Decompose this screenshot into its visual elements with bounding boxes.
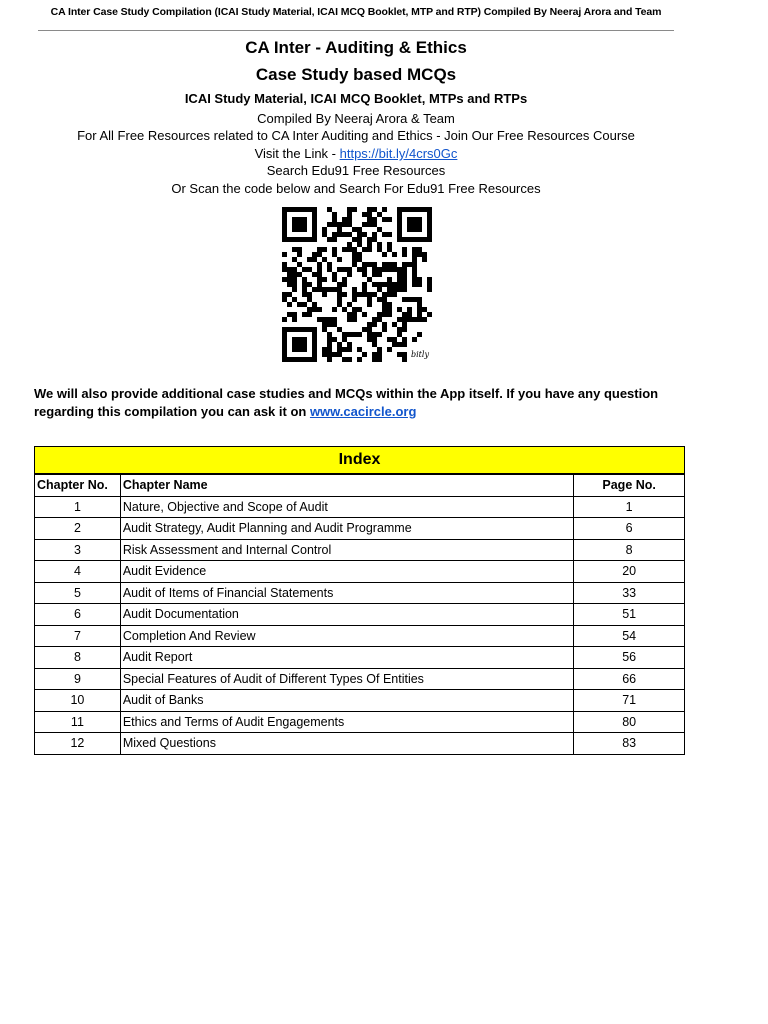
table-row [35, 582, 685, 604]
index-table [34, 474, 685, 755]
header-divider [38, 30, 674, 31]
chapter-name-cell: Audit Documentation [120, 604, 573, 626]
table-row [35, 561, 685, 583]
page-no-cell: 6 [574, 518, 685, 540]
page-no-cell: 33 [574, 582, 685, 604]
app-note [34, 385, 684, 421]
running-header: CA Inter Case Study Compilation (ICAI Study Material, ICAI MCQ Booklet, MTP and RTP) Compiled By Neeraj Arora and Team [50, 6, 662, 18]
page-no-cell: 51 [574, 604, 685, 626]
chapter-no-cell: 11 [35, 711, 121, 733]
app-note-text: We will also provide additional case studies and MCQs within the App itself. If you have any question regarding this compilation you can ask it on [34, 386, 659, 419]
table-row [35, 518, 685, 540]
page-no-cell: 1 [574, 496, 685, 518]
col-chapter-name: Chapter Name [120, 475, 573, 497]
resources-line: For All Free Resources related to CA Inter Auditing and Ethics - Join Our Free Resources Course [77, 128, 635, 143]
chapter-name-cell: Risk Assessment and Internal Control [120, 539, 573, 561]
chapter-name-cell: Nature, Objective and Scope of Audit [120, 496, 573, 518]
page-no-cell: 56 [574, 647, 685, 669]
chapter-name-cell: Completion And Review [120, 625, 573, 647]
page-no-cell: 8 [574, 539, 685, 561]
page-no-cell: 83 [574, 733, 685, 755]
chapter-name-cell: Audit of Banks [120, 690, 573, 712]
chapter-no-cell: 9 [35, 668, 121, 690]
chapter-name-cell: Audit Evidence [120, 561, 573, 583]
chapter-name-cell: Special Features of Audit of Different Types Of Entities [120, 668, 573, 690]
search-line: Search Edu91 Free Resources [266, 163, 446, 178]
table-row [35, 711, 685, 733]
chapter-no-cell: 8 [35, 647, 121, 669]
table-row [35, 496, 685, 518]
website-link[interactable]: www.cacircle.org [309, 404, 417, 419]
bitly-logo: bitly [411, 350, 429, 359]
chapter-no-cell: 4 [35, 561, 121, 583]
compiled-by-line: Compiled By Neeraj Arora & Team [257, 111, 455, 126]
table-row [35, 604, 685, 626]
chapter-no-cell: 7 [35, 625, 121, 647]
chapter-no-cell: 10 [35, 690, 121, 712]
chapter-name-cell: Audit Report [120, 647, 573, 669]
table-row [35, 733, 685, 755]
chapter-name-cell: Audit Strategy, Audit Planning and Audit Programme [120, 518, 573, 540]
chapter-name-cell: Audit of Items of Financial Statements [120, 582, 573, 604]
col-chapter-no: Chapter No. [35, 475, 121, 497]
page-no-cell: 54 [574, 625, 685, 647]
table-row [35, 539, 685, 561]
table-row [35, 690, 685, 712]
table-row [35, 668, 685, 690]
visit-line [0, 146, 712, 161]
chapter-no-cell: 1 [35, 496, 121, 518]
table-row [35, 625, 685, 647]
sources-line: ICAI Study Material, ICAI MCQ Booklet, MTPs and RTPs [184, 91, 528, 106]
page-no-cell: 20 [574, 561, 685, 583]
table-row [35, 647, 685, 669]
chapter-name-cell: Ethics and Terms of Audit Engagements [120, 711, 573, 733]
scan-line: Or Scan the code below and Search For Edu91 Free Resources [171, 181, 541, 196]
chapter-no-cell: 3 [35, 539, 121, 561]
index-header-row [35, 475, 685, 497]
visit-prefix: Visit the Link - [254, 146, 340, 161]
chapter-no-cell: 5 [35, 582, 121, 604]
chapter-name-cell: Mixed Questions [120, 733, 573, 755]
chapter-no-cell: 12 [35, 733, 121, 755]
index-heading: Index [34, 446, 685, 474]
document-subtitle: Case Study based MCQs [255, 65, 457, 84]
qr-code-image[interactable] [282, 207, 432, 362]
page-no-cell: 80 [574, 711, 685, 733]
course-link[interactable]: https://bit.ly/4crs0Gc [339, 146, 458, 161]
chapter-no-cell: 2 [35, 518, 121, 540]
col-page-no: Page No. [574, 475, 685, 497]
chapter-no-cell: 6 [35, 604, 121, 626]
page-no-cell: 66 [574, 668, 685, 690]
page-no-cell: 71 [574, 690, 685, 712]
document-title: CA Inter - Auditing & Ethics [245, 38, 467, 57]
